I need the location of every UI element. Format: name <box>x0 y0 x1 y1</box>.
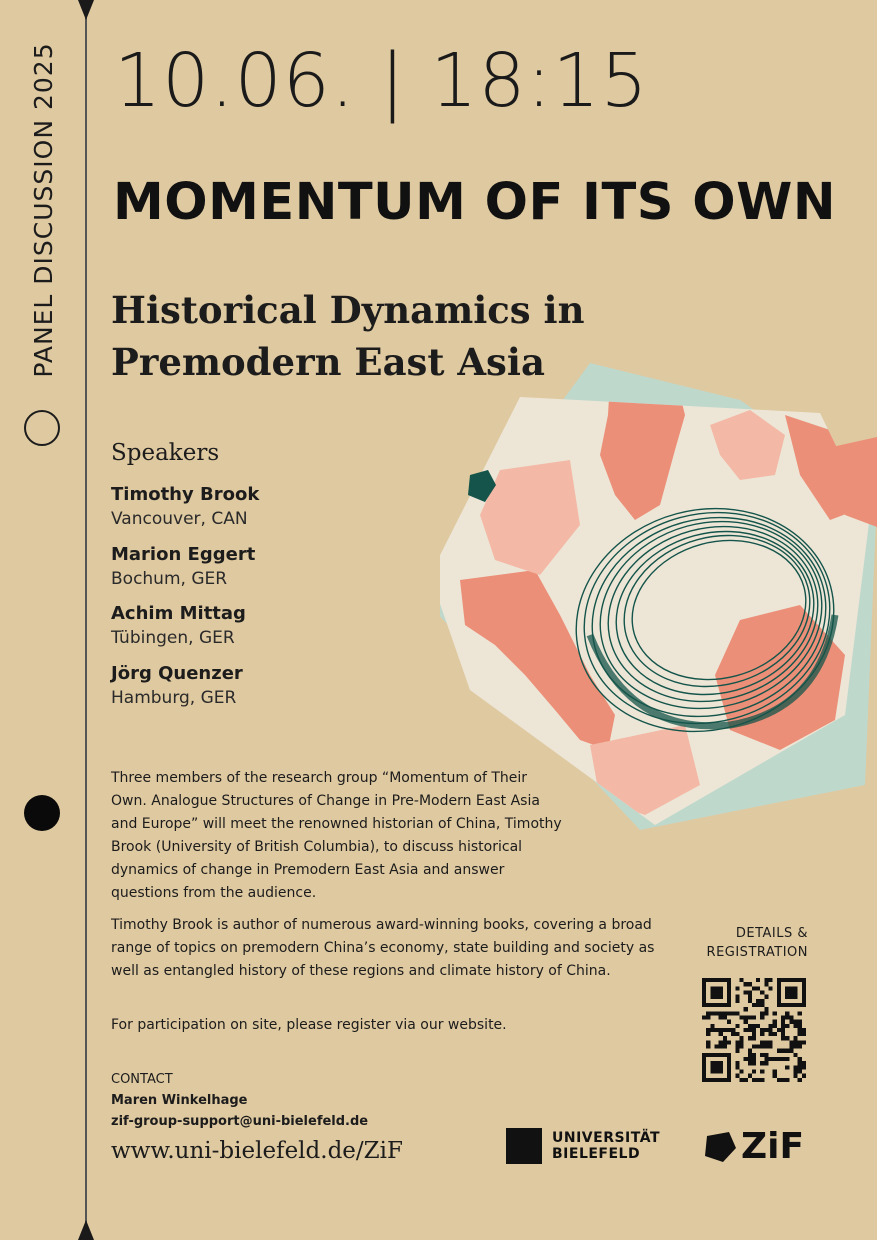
contact-block <box>111 1069 368 1132</box>
contact-name: Maren Winkelhage <box>111 1093 248 1108</box>
description-paragraph-2: Timothy Brook is author of numerous award-winning books, covering a broad range of topics on premodern China’s economy, state building and society as well as entangled history of these regions and climate history of China. <box>111 917 655 979</box>
university-logo-line-2: BIELEFELD <box>552 1146 641 1162</box>
description-paragraph-1: Three members of the research group “Momentum of Their Own. Analogue Structures of Change in Pre-Modern East Asia and Europe” will meet the renowned historian of China, Timothy Brook (University of British Columbia), to discuss historical dynamics of change in Premodern East Asia and answer questions from the audience. <box>111 770 562 901</box>
timeline-line <box>85 0 87 1240</box>
speaker-item <box>111 603 259 663</box>
university-logo <box>506 1128 660 1164</box>
registration-label-line-1: DETAILS & <box>735 926 808 941</box>
registration-label-line-2: REGISTRATION <box>706 945 808 960</box>
speaker-location: Vancouver, CAN <box>111 509 248 529</box>
contact-email[interactable]: zif-group-support@uni-bielefeld.de <box>111 1114 369 1129</box>
speakers-list <box>111 484 259 722</box>
open-circle-marker <box>24 410 60 446</box>
speaker-item <box>111 544 259 604</box>
speaker-location: Bochum, GER <box>111 568 228 589</box>
zif-logo <box>703 1126 804 1167</box>
event-datetime: 10.06. | 18:15 <box>114 38 649 124</box>
speaker-name: Timothy Brook <box>111 484 260 505</box>
event-subtitle: Historical Dynamics in Premodern East Asia <box>111 288 585 384</box>
zif-pentagon-icon <box>703 1130 737 1164</box>
speaker-name: Achim Mittag <box>111 603 246 624</box>
speaker-location: Tübingen, GER <box>111 628 235 648</box>
university-logo-mark <box>506 1128 542 1164</box>
speaker-item <box>111 663 259 723</box>
website-link[interactable]: www.uni-bielefeld.de/ZiF <box>111 1138 403 1164</box>
side-label: PANEL DISCUSSION 2025 <box>29 42 58 378</box>
bottom-marker <box>78 1220 94 1240</box>
speakers-heading: Speakers <box>111 440 220 466</box>
registration-label <box>692 924 808 962</box>
university-logo-text <box>552 1130 660 1162</box>
qr-code[interactable] <box>702 978 806 1082</box>
speaker-name: Marion Eggert <box>111 543 256 565</box>
filled-circle-marker <box>24 795 60 831</box>
description-paragraph-3: For participation on site, please register via our website. <box>111 1017 507 1033</box>
speaker-name: Jörg Quenzer <box>111 662 243 684</box>
speaker-item <box>111 484 259 544</box>
event-title: MOMENTUM OF ITS OWN <box>113 173 837 232</box>
top-marker <box>78 0 94 20</box>
speaker-location: Hamburg, GER <box>111 687 237 708</box>
zif-logo-text: ZiF <box>741 1126 805 1167</box>
contact-label: CONTACT <box>111 1072 173 1087</box>
university-logo-line-1: UNIVERSITÄT <box>552 1130 661 1146</box>
